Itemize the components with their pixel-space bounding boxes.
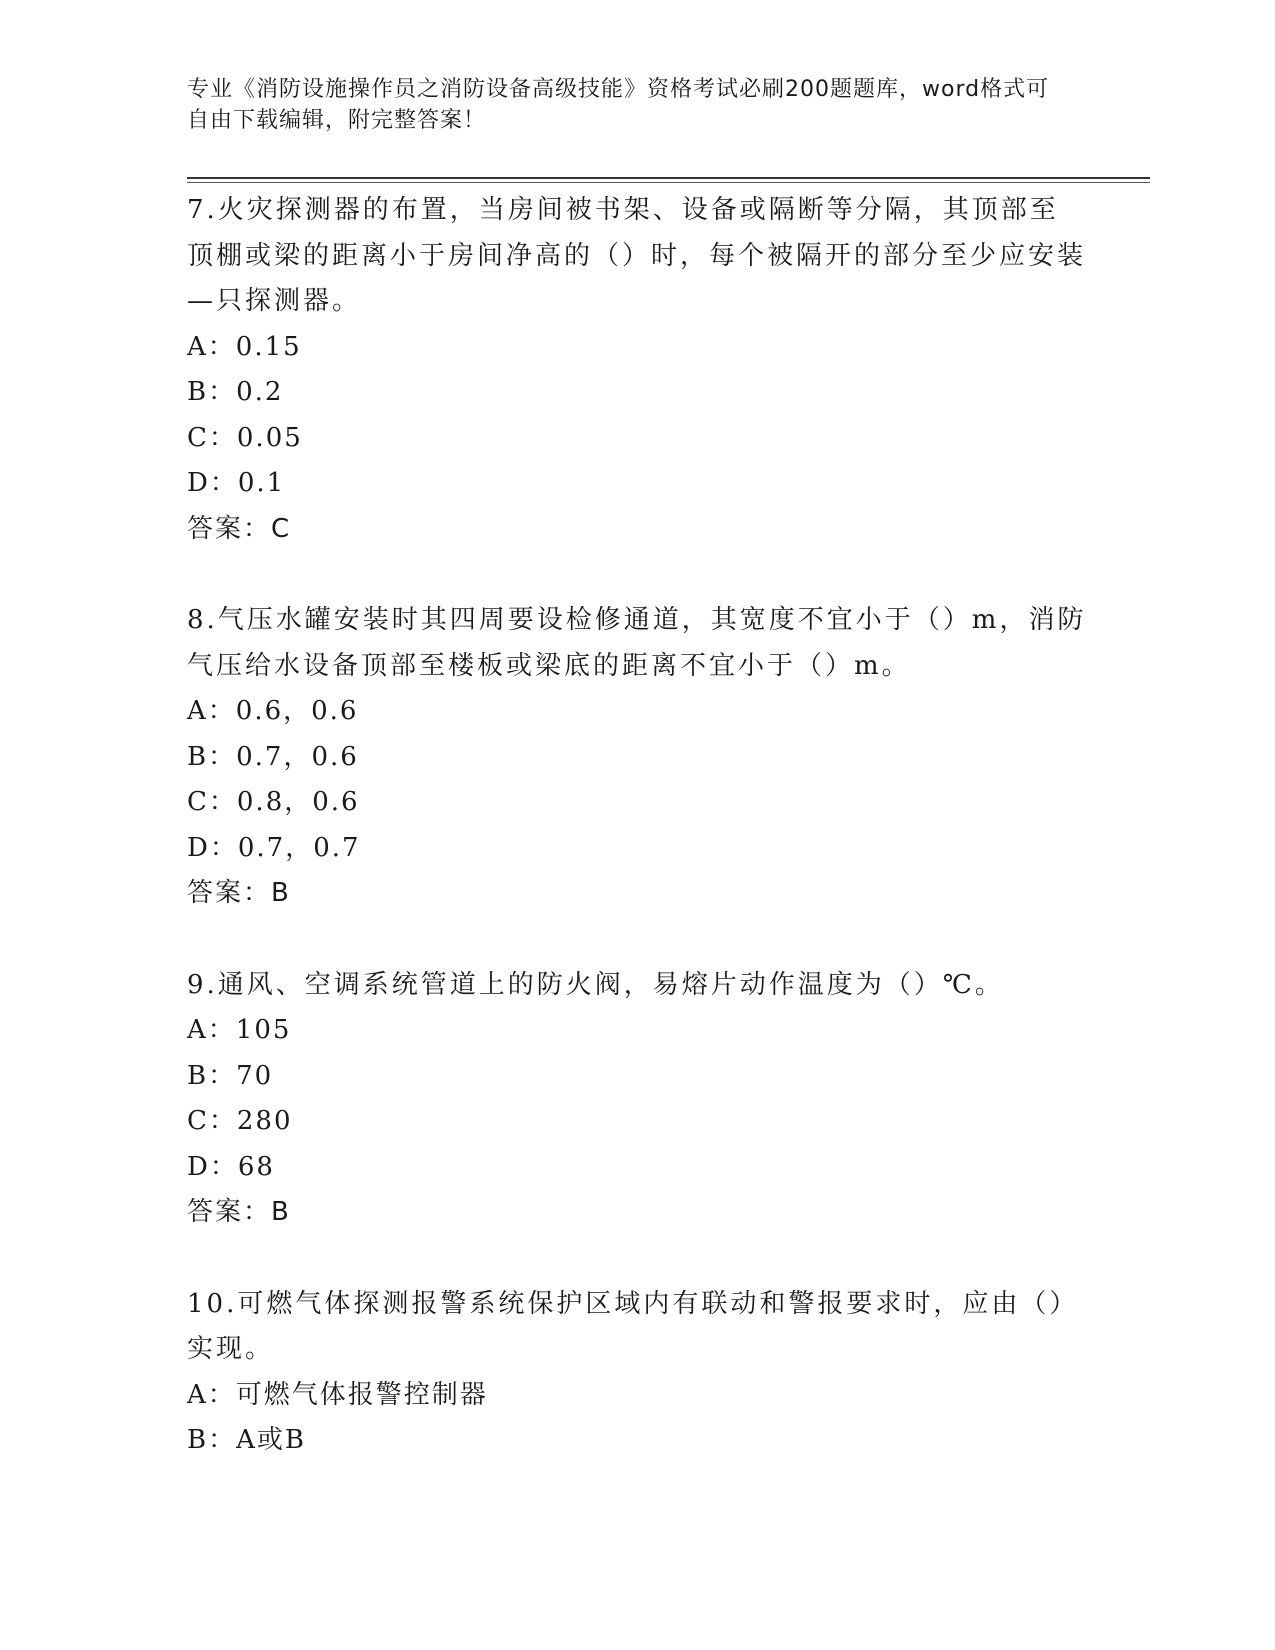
option-b: B：0.2 bbox=[187, 377, 284, 407]
question-stem: 9.通风、空调系统管道上的防火阀，易熔片动作温度为（）℃。 bbox=[187, 969, 1004, 1000]
option-b: B：A或B bbox=[187, 1425, 306, 1455]
option-d: D：0.7，0.7 bbox=[187, 832, 361, 863]
question-stem: 10.可燃气体探测报警系统保护区域内有联动和警报要求时，应由（）实现。 bbox=[187, 1288, 1079, 1364]
option-d: D：0.1 bbox=[187, 468, 286, 498]
question-item bbox=[187, 1282, 1087, 1464]
question-list bbox=[187, 188, 1087, 1510]
question-stem: 8.气压水罐安装时其四周要设检修通道，其宽度不宜小于（）m，消防气压给水设备顶部至楼板或梁底的距离不宜小于（）m。 bbox=[187, 605, 1087, 681]
option-a: A：可燃气体报警控制器 bbox=[187, 1379, 488, 1410]
option-d: D：68 bbox=[187, 1151, 275, 1182]
question-item bbox=[187, 598, 1087, 917]
option-b: B：0.7，0.6 bbox=[187, 741, 359, 772]
option-b: B：70 bbox=[187, 1060, 274, 1091]
option-a: A：0.15 bbox=[187, 331, 302, 362]
option-a: A：105 bbox=[187, 1015, 292, 1045]
option-c: C：280 bbox=[187, 1106, 293, 1136]
option-c: C：0.8，0.6 bbox=[187, 787, 360, 817]
option-a: A：0.6，0.6 bbox=[187, 696, 359, 726]
header-divider-thick bbox=[187, 177, 1150, 179]
option-c: C：0.05 bbox=[187, 422, 303, 453]
question-stem: 7.火灾探测器的布置，当房间被书架、设备或隔断等分隔，其顶部至顶棚或梁的距离小于房间净高的（）时，每个被隔开的部分至少应安装—只探测器。 bbox=[187, 195, 1087, 316]
answer-label: 答案：C bbox=[187, 513, 292, 544]
document-header: 专业《消防设施操作员之消防设备高级技能》资格考试必刷200题题库，word格式可自由下载编辑，附完整答案！ bbox=[187, 77, 1050, 133]
question-item bbox=[187, 963, 1087, 1236]
answer-label: 答案：B bbox=[187, 878, 291, 908]
question-item bbox=[187, 188, 1087, 552]
answer-label: 答案：B bbox=[187, 1197, 291, 1227]
header-divider-thin bbox=[187, 182, 1150, 183]
